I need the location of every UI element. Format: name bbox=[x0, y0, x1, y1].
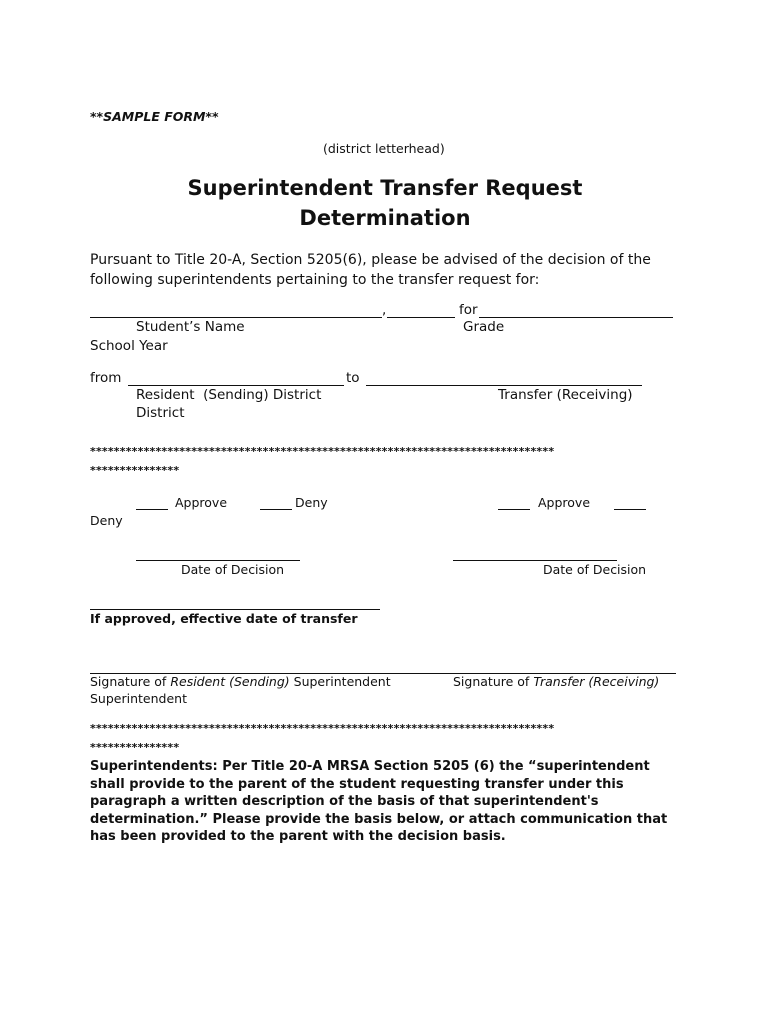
receiving-deny-label: Deny bbox=[90, 513, 123, 528]
separator-stars: ****************************************************************************** bbox=[90, 445, 555, 458]
sending-decision-date-label: Date of Decision bbox=[181, 562, 285, 577]
letterhead-placeholder: (district letterhead) bbox=[323, 141, 445, 156]
comma-separator: , bbox=[382, 302, 387, 318]
sending-deny-blank[interactable] bbox=[260, 509, 292, 510]
grade-field[interactable] bbox=[387, 317, 455, 318]
receiving-signature-role: Transfer (Receiving) bbox=[533, 674, 660, 689]
receiving-signature-label bbox=[453, 673, 659, 690]
grade-label: Grade bbox=[463, 319, 505, 335]
to-label: to bbox=[346, 370, 360, 386]
sending-signature-prefix: Signature of bbox=[90, 674, 171, 689]
sending-approve-label: Approve bbox=[175, 495, 228, 510]
sending-deny-label: Deny bbox=[295, 495, 328, 510]
intro-paragraph: Pursuant to Title 20-A, Section 5205(6), please be advised of the decision of the following superintendents pertaining to the transfer request for: bbox=[90, 252, 651, 288]
receiving-decision-date-label: Date of Decision bbox=[543, 562, 647, 577]
school-year-label: School Year bbox=[90, 338, 168, 354]
separator-stars-2-wrap: *************** bbox=[90, 741, 180, 754]
student-name-label: Student’s Name bbox=[136, 319, 245, 335]
sending-approve-blank[interactable] bbox=[136, 509, 168, 510]
page-title-line2: Determination bbox=[299, 206, 471, 230]
for-label: for bbox=[459, 302, 478, 318]
receiving-deny-blank[interactable] bbox=[614, 509, 646, 510]
receiving-signature-wrap: Superintendent bbox=[90, 691, 187, 706]
separator-stars-2: ****************************************************************************** bbox=[90, 722, 555, 735]
page-title: Superintendent Transfer Request bbox=[187, 176, 583, 200]
district-word-label: District bbox=[136, 405, 185, 421]
receiving-approve-blank[interactable] bbox=[498, 509, 530, 510]
sending-signature-suffix: Superintendent bbox=[289, 674, 391, 689]
from-label: from bbox=[90, 370, 122, 386]
resident-district-label: Resident (Sending) District bbox=[136, 387, 322, 403]
separator-stars-wrap: *************** bbox=[90, 464, 180, 477]
effective-date-label: If approved, effective date of transfer bbox=[90, 611, 358, 626]
instructions-paragraph: Superintendents: Per Title 20-A MRSA Section 5205 (6) the “superintendent shall provide to the parent of the student requesting transfer under this paragraph a written description of the basis of that superintendent's determination.” Please provide the basis below, or attach communication that has been provided to the parent with the decision basis. bbox=[90, 759, 668, 844]
school-year-field[interactable] bbox=[479, 317, 673, 318]
receiving-signature-prefix: Signature of bbox=[453, 674, 534, 689]
transfer-district-label: Transfer (Receiving) bbox=[498, 387, 633, 403]
receiving-approve-label: Approve bbox=[538, 495, 591, 510]
sample-form-label: **SAMPLE FORM** bbox=[90, 109, 219, 124]
sending-signature-label bbox=[90, 673, 391, 690]
sending-signature-role: Resident (Sending) bbox=[170, 674, 290, 689]
